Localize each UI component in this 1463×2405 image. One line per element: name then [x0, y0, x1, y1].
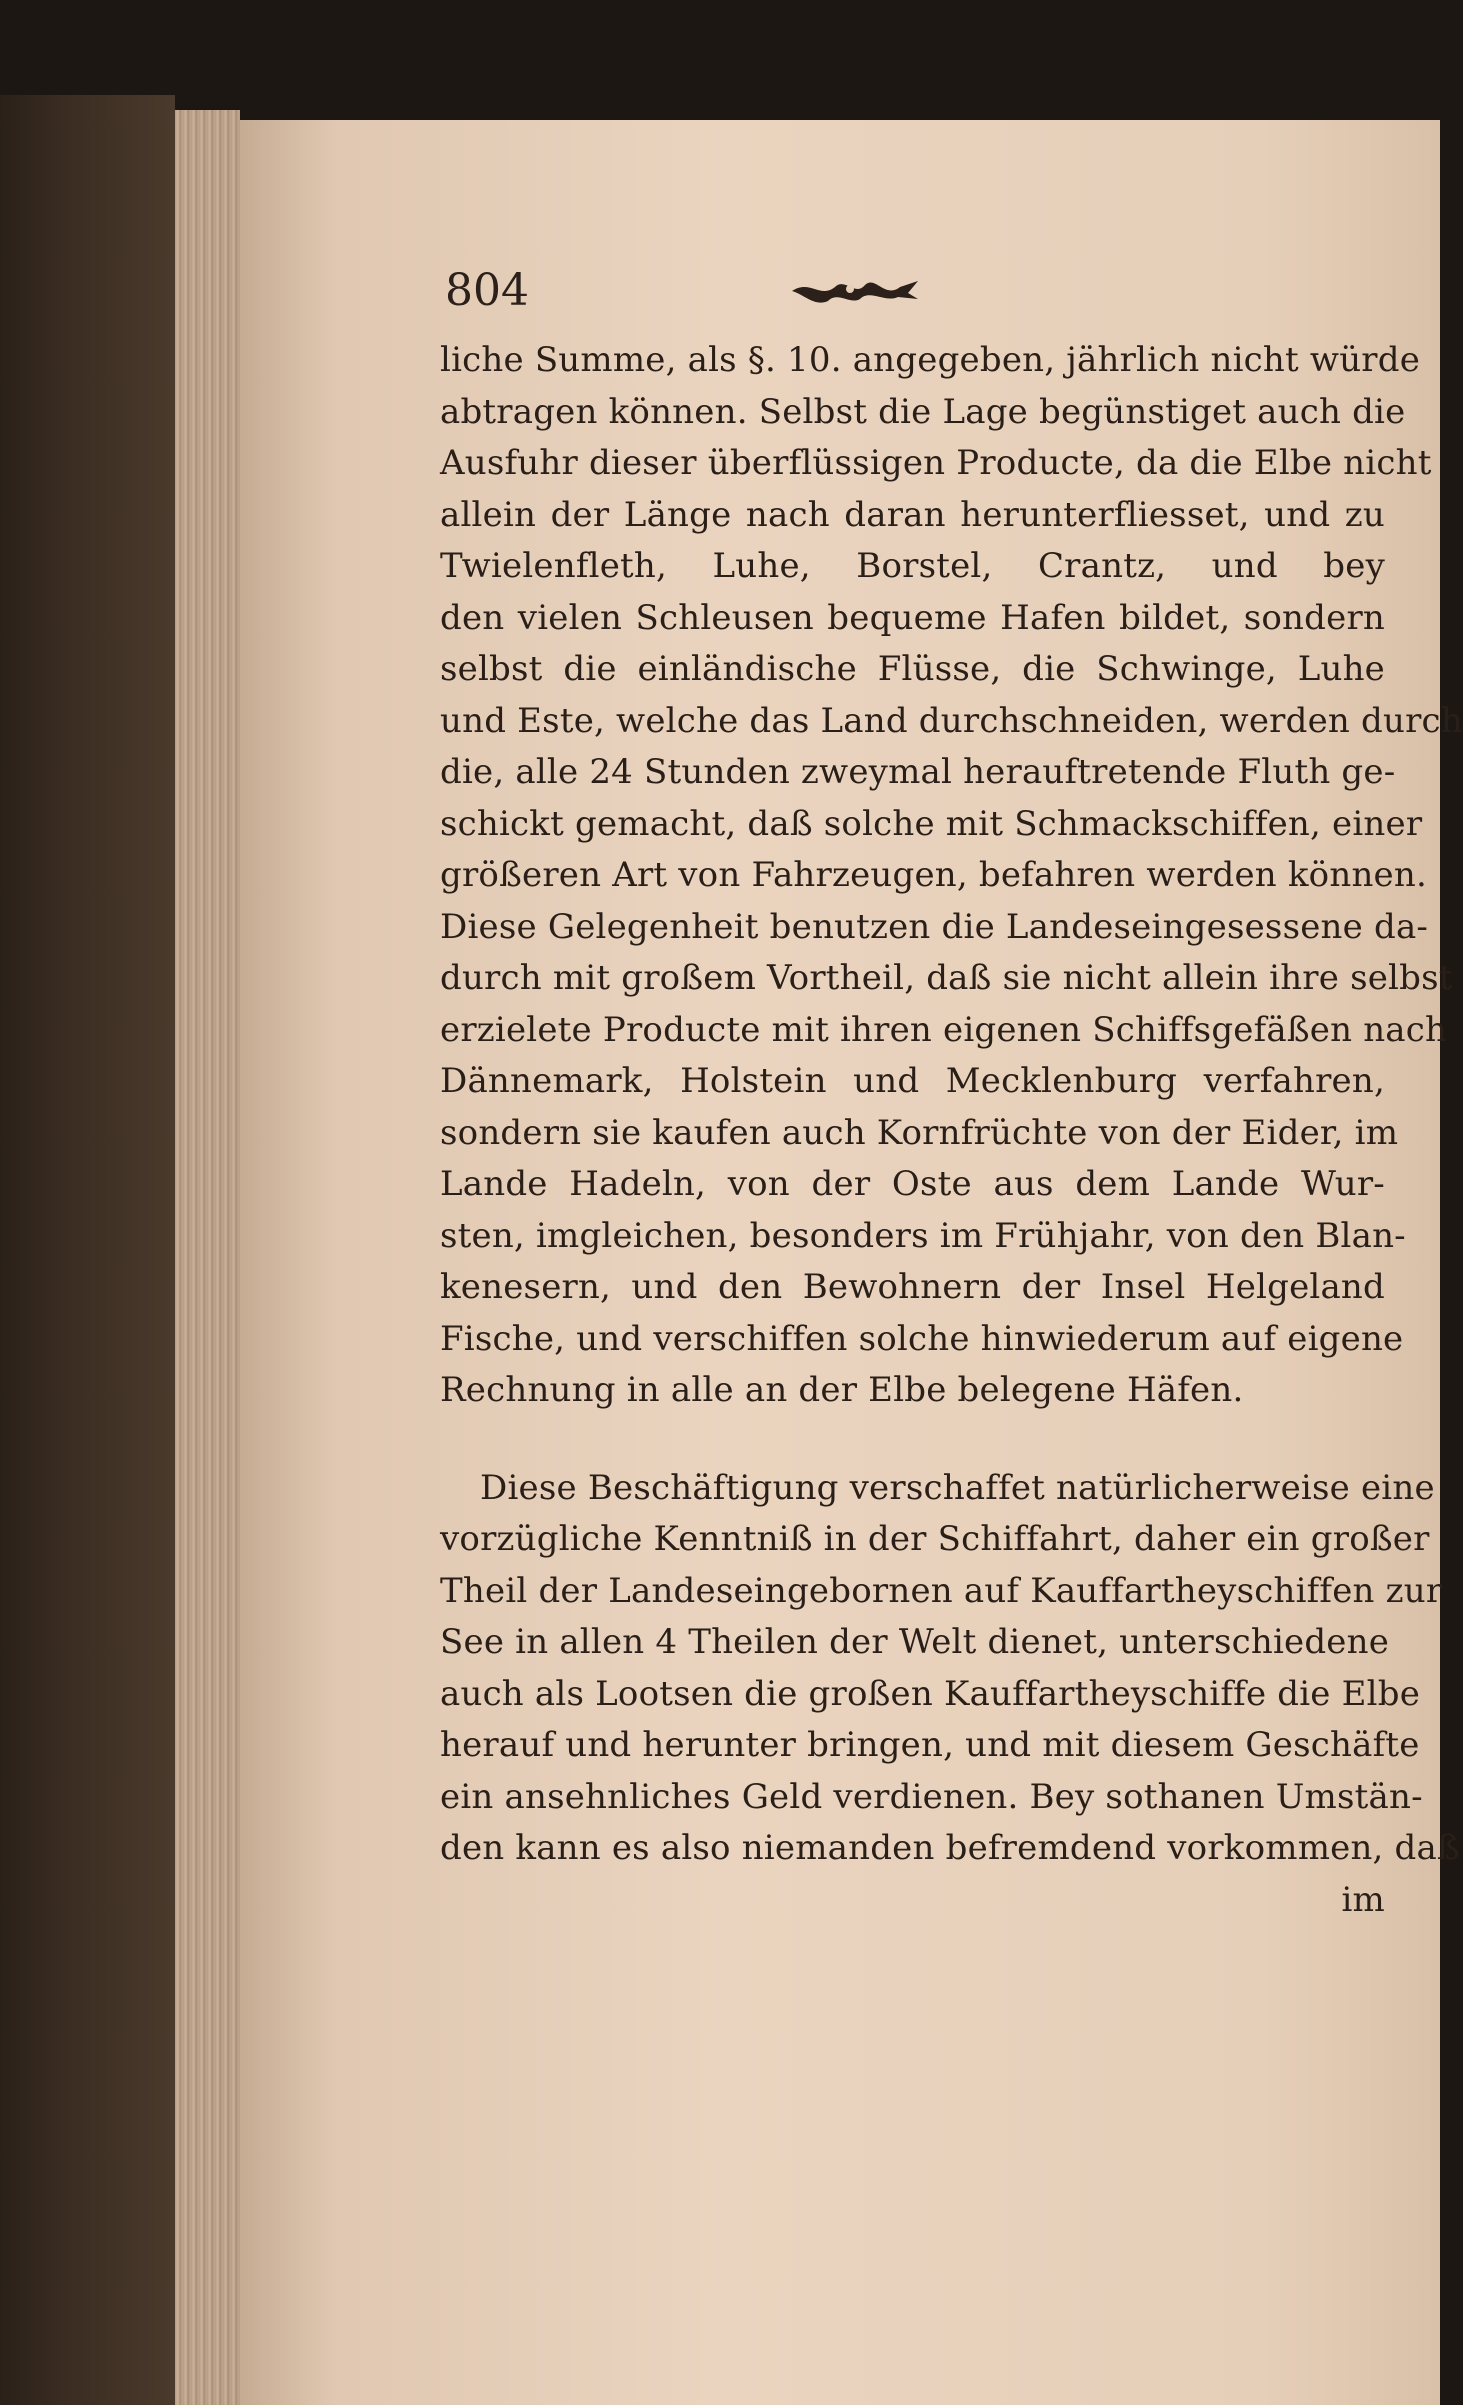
- text-line: Diese Beschäftigung verschaffet natürlicherweise eine: [480, 1467, 1435, 1508]
- book-cover: [0, 95, 175, 2405]
- main-text: [440, 335, 1463, 1926]
- text-line: Theil der Landeseingebornen auf Kauffartheyschiffen zur: [440, 1570, 1443, 1611]
- page-header: [445, 265, 1005, 325]
- text-line: selbst die einländische Flüsse, die Schwinge, Luhe: [440, 649, 1385, 689]
- text-line: den vielen Schleusen bequeme Hafen bildet, sondern: [440, 597, 1385, 638]
- catchword: im: [1341, 1879, 1385, 1920]
- text-line: allein der Länge nach daran herunterfliesset, und zu: [440, 494, 1385, 535]
- text-line: Dännemark, Holstein und Mecklenburg verfahren,: [440, 1061, 1385, 1101]
- text-line: sondern sie kaufen auch Kornfrüchte von der Eider, im: [440, 1112, 1399, 1153]
- text-line: größeren Art von Fahrzeugen, befahren werden können.: [440, 855, 1427, 895]
- page-number: 804: [445, 265, 529, 316]
- text-line: Ausfuhr dieser überflüssigen Producte, da die Elbe nicht: [440, 443, 1432, 483]
- text-line: vorzügliche Kenntniß in der Schiffahrt, daher ein großer: [440, 1519, 1430, 1559]
- text-line: abtragen können. Selbst die Lage begünstiget auch die: [440, 391, 1406, 432]
- text-line: liche Summe, als §. 10. angegeben, jährlich nicht würde: [440, 340, 1421, 380]
- text-line: kenesern, und den Bewohnern der Insel Helgeland: [440, 1267, 1385, 1307]
- text-line: herauf und herunter bringen, und mit diesem Geschäfte: [440, 1725, 1420, 1765]
- text-line: Lande Hadeln, von der Oste aus dem Lande Wur-: [440, 1164, 1385, 1204]
- text-line: ein ansehnliches Geld verdienen. Bey sothanen Umstän-: [440, 1776, 1423, 1817]
- text-line: Diese Gelegenheit benutzen die Landeseingesessene da-: [440, 906, 1429, 947]
- text-line: durch mit großem Vortheil, daß sie nicht allein ihre selbst: [440, 958, 1453, 998]
- text-line: und Este, welche das Land durchschneiden, werden durch: [440, 700, 1463, 741]
- text-line: auch als Lootsen die großen Kauffartheyschiffe die Elbe: [440, 1673, 1421, 1714]
- text-line: erzielete Producte mit ihren eigenen Schiffsgefäßen nach: [440, 1009, 1448, 1050]
- text-line: Rechnung in alle an der Elbe belegene Häfen.: [440, 1370, 1244, 1410]
- text-line: den kann es also niemanden befremdend vorkommen, daß: [440, 1828, 1460, 1868]
- text-line: schickt gemacht, daß solche mit Schmackschiffen, einer: [440, 803, 1423, 844]
- ornament-icon: [790, 269, 920, 309]
- page-edges: [175, 110, 240, 2405]
- text-line: sten, imgleichen, besonders im Frühjahr, von den Blan-: [440, 1215, 1406, 1256]
- text-line: Fische, und verschiffen solche hinwiederum auf eigene: [440, 1318, 1404, 1359]
- text-line: Twielenfleth, Luhe, Borstel, Crantz, und bey: [440, 546, 1385, 586]
- text-line: See in allen 4 Theilen der Welt dienet, unterschiedene: [440, 1622, 1390, 1662]
- text-line: die, alle 24 Stunden zweymal herauftretende Fluth ge-: [440, 752, 1396, 792]
